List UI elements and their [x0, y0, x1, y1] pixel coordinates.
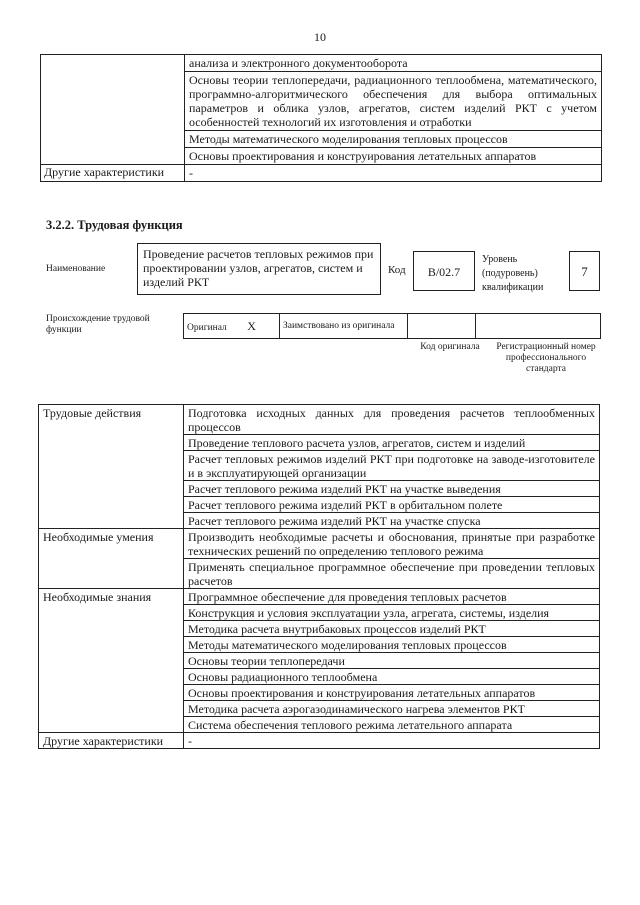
row-value: Основы радиационного теплообмена — [188, 670, 378, 684]
row-value-cell — [184, 733, 600, 749]
row-value-cell — [184, 529, 600, 559]
original-label: Оригинал — [187, 322, 227, 333]
row-value-cell — [184, 637, 600, 653]
table-row — [41, 165, 602, 182]
row-value: Основы теории теплопередачи — [188, 654, 345, 668]
borrowed-label: Заимствовано из оригинала — [283, 321, 395, 331]
row-value: Проведение теплового расчета узлов, агрегатов, систем и изделий — [188, 436, 526, 450]
row-value-cell — [184, 717, 600, 733]
row-label-cell — [39, 589, 184, 733]
row-value-cell — [184, 497, 600, 513]
row-value: Методы математического моделирования тепловых процессов — [189, 132, 508, 146]
row-value: Основы проектирования и конструирования летательных аппаратов — [189, 149, 537, 163]
row-value: Основы теории теплопередачи, радиационного теплообмена, математического, программно-алгоритмического обеспечения для выбора оптимальных параметров и облика узлов, агрегатов, систем изделий РКТ с учетом особенностей технологий их изготовления и отработки — [189, 73, 597, 129]
row-value: Применять специальное программное обеспечение при проведении тепловых расчетов — [188, 560, 595, 588]
table-row — [39, 529, 600, 559]
function-name-box — [137, 243, 381, 295]
row-value: Расчет теплового режима изделий РКТ в орбитальном полете — [188, 498, 503, 512]
row-value-cell — [184, 605, 600, 621]
row-value: Программное обеспечение для проведения тепловых расчетов — [188, 590, 507, 604]
row-value: Производить необходимые расчеты и обоснования, принятые при разработке технических решений по определению теплового режима — [188, 530, 595, 558]
row-value: Система обеспечения теплового режима летательного аппарата — [188, 718, 513, 732]
row-value-cell — [184, 451, 600, 481]
row-value: - — [189, 166, 193, 180]
row-value-cell — [185, 165, 602, 182]
name-label: Наименование — [46, 264, 106, 274]
row-label-cell — [41, 55, 185, 165]
row-value: Методика расчета внутрибаковых процессов изделий РКТ — [188, 622, 486, 636]
origin-original-cell — [184, 314, 280, 339]
row-value-cell — [184, 685, 600, 701]
table-row — [39, 589, 600, 605]
row-value: Основы проектирования и конструирования летательных аппаратов — [188, 686, 536, 700]
code-original-caption: Код оригинала — [420, 342, 480, 352]
row-label: Трудовые действия — [43, 406, 142, 420]
row-value-cell — [184, 405, 600, 435]
code-label: Код — [388, 264, 406, 276]
code-value: В/02.7 — [427, 265, 461, 279]
row-value-cell — [184, 481, 600, 497]
row-value-cell — [185, 131, 602, 148]
row-value: Расчет тепловых режимов изделий РКТ при подготовке на заводе-изготовителе и в эксплуатирующей организации — [188, 452, 595, 480]
table-row — [39, 405, 600, 435]
row-value-cell — [184, 653, 600, 669]
row-value-cell — [184, 435, 600, 451]
function-name-value: Проведение расчетов тепловых режимов при проектировании узлов, агрегатов, систем и изделий РКТ — [143, 247, 374, 289]
origin-borrowed-cell — [280, 314, 408, 339]
row-value-cell — [184, 559, 600, 589]
page-number: 10 — [314, 30, 326, 44]
row-value-cell — [185, 148, 602, 165]
row-value-cell — [184, 701, 600, 717]
row-label: Необходимые знания — [43, 590, 152, 604]
row-value-cell — [184, 589, 600, 605]
row-label-cell — [41, 165, 185, 182]
origin-label: Происхождение трудовой функции — [46, 314, 150, 335]
original-mark: X — [247, 318, 256, 333]
level-label: Уровень (подуровень) квалификации — [482, 254, 544, 293]
row-value: анализа и электронного документооборота — [189, 56, 408, 70]
function-details-table — [38, 404, 600, 749]
section-title: 3.2.2. Трудовая функция — [46, 218, 183, 232]
table-row — [39, 733, 600, 749]
row-value: Конструкция и условия эксплуатации узла, агрегата, системы, изделия — [188, 606, 550, 620]
row-label-cell — [39, 529, 184, 589]
row-value-cell — [184, 669, 600, 685]
row-value-cell — [185, 72, 602, 131]
row-label-cell — [39, 733, 184, 749]
origin-code-cell — [408, 314, 476, 339]
table-row — [41, 55, 602, 72]
code-box — [413, 251, 475, 291]
row-value: - — [188, 734, 192, 748]
row-value-cell — [184, 513, 600, 529]
row-label-cell — [39, 405, 184, 529]
row-value: Подготовка исходных данных для проведения расчетов теплообменных процессов — [188, 406, 595, 434]
row-label: Необходимые умения — [43, 530, 154, 544]
origin-table — [183, 313, 601, 339]
row-value: Расчет теплового режима изделий РКТ на участке спуска — [188, 514, 481, 528]
row-label: Другие характеристики — [43, 734, 164, 748]
origin-reg-cell — [476, 314, 601, 339]
row-label: Другие характеристики — [44, 165, 165, 179]
row-value: Методы математического моделирования тепловых процессов — [188, 638, 507, 652]
continuation-table — [40, 54, 602, 182]
row-value: Методика расчета аэрогазодинамического нагрева элементов РКТ — [188, 702, 525, 716]
reg-number-caption: Регистрационный номер профессионального стандарта — [496, 342, 596, 374]
level-box — [569, 251, 600, 291]
level-value: 7 — [581, 264, 588, 279]
row-value: Расчет теплового режима изделий РКТ на участке выведения — [188, 482, 501, 496]
row-value-cell — [185, 55, 602, 72]
row-value-cell — [184, 621, 600, 637]
